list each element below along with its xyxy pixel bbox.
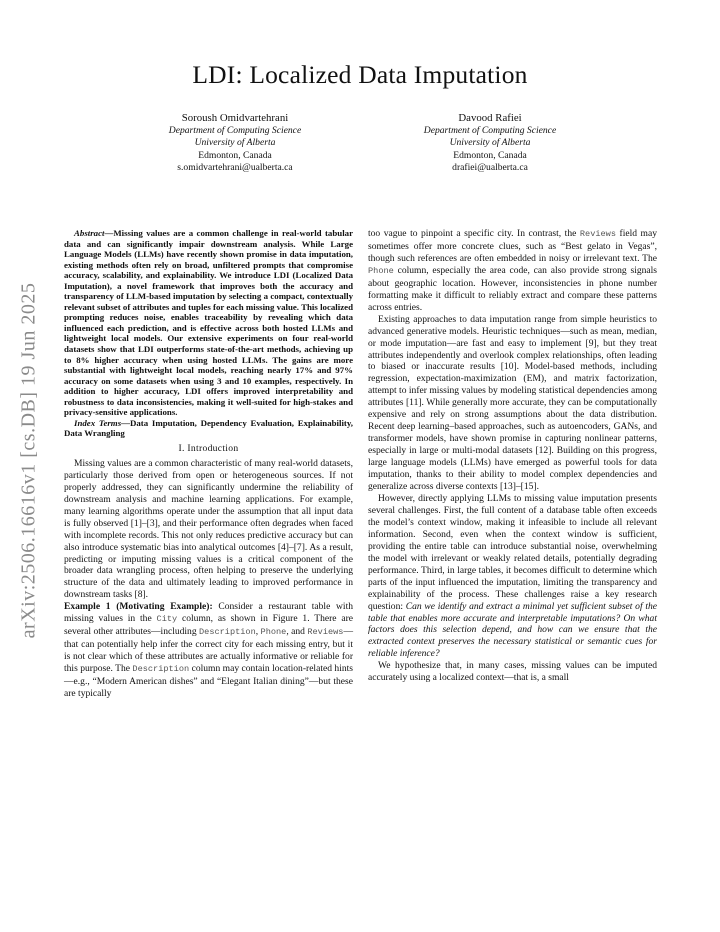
intro-paragraph-4: We hypothesize that, in many cases, missing values can be imputed accurately using a localized context—that is, a small — [368, 660, 657, 684]
author-city: Edmonton, Canada — [198, 149, 272, 161]
intro-paragraph-2: Existing approaches to data imputation range from simple heuristics to advanced generative models. Heuristic techniques—such as mean, median, or mode imputation—are fast and easy to implement [9], but they treat attributes independently and overlook complex relationships, often leading to biased or inaccurate results [10]. Model-based methods, including regression, expectation-maximization (EM), and matrix factorization, attempt to infer missing values by modeling statistical dependencies among attributes [11]. While generally more accurate, they can be computationally expensive and rely on strong assumptions about the data distribution. Recent deep learning–based approaches, such as autoencoders, GANs, and transformer models, have shown promise in capturing nonlinear patterns, especially in large or multi-modal datasets [12]. Building on this progress, large language models (LLMs) have emerged as powerful tools for data imputation, thanks to their ability to model complex dependencies and generalize across diverse contexts [13]–[15]. — [368, 313, 657, 493]
abstract: Abstract—Missing values are a common challenge in real-world tabular data and can significantly impair downstream analysis. While Large Language Models (LLMs) have recently shown promise in data imputation, existing methods often rely on broad, unfiltered prompts that compromise accuracy, scalability, and explainability. We introduce LDI (Localized Data Imputation), a novel framework that improves both the accuracy and transparency of LLM-based imputation by selecting a compact, contextually relevant subset of attributes and tuples for each missing value. This localized prompting reduces noise, enables traceability by revealing which data influenced each prediction, and is effective across both hosted LLMs and lightweight local models. Our extensive experiments on four real-world datasets show that LDI outperforms state-of-the-art methods, achieving up to 8% higher accuracy when using hosted LLMs. The gains are more substantial with lightweight local models, reaching nearly 17% and 97% accuracy on some datasets when using 3 and 10 examples, respectively. In addition to higher accuracy, LDI offers improved interpretability and robustness to data inconsistencies, making it well-suited for high-stakes and privacy-sensitive applications. — [64, 228, 353, 418]
example-paragraph: Example 1 (Motivating Example): Consider a restaurant table with missing values in the City column, as shown in Figure 1. There are several other attributes—including Description, Phone, and Reviews—that can potentially help infer the correct city for each missing entry, but it is not clear which of these attributes are actually informative or reliable for this purpose. The Description column may contain location-related hints—e.g., “Modern American dishes” and “Elegant Italian dining”—but these are typically — [64, 601, 353, 699]
right-column — [368, 228, 657, 684]
author-block-2 — [360, 112, 620, 174]
intro-paragraph-3: However, directly applying LLMs to missing value imputation presents several challenges. First, the full content of a database table often exceeds the model’s context window, making it infeasible to include all relevant information. Second, even when the context window is sufficient, providing the entire table can introduce substantial noise, overwhelming the model with irrelevant or weakly related details, potentially degrading performance. Third, in large tables, it becomes difficult to determine which parts of the input influenced the imputation, limiting the transparency and explainability of the process. These challenges raise a key research question: Can we identify and extract a minimal yet sufficient subset of the table that enables more accurate and interpretable imputations? On what factors does this selection depend, and how can we ensure that the extracted context preserves the necessary statistical or semantic cues for reliable inference? — [368, 492, 657, 660]
author-city: Edmonton, Canada — [453, 149, 527, 161]
author-email: drafiei@ualberta.ca — [452, 161, 528, 173]
example-continuation: too vague to pinpoint a specific city. In contrast, the Reviews field may sometimes offer more concrete clues, such as “Best gelato in Vegas”, though such references are often embedded in noisy or irrelevant text. The Phone column, especially the area code, can also provide strong signals about geographic location. However, inconsistencies in phone number formatting make it difficult to reliably extract and compare these patterns across entries. — [368, 228, 657, 313]
arxiv-identifier: arXiv:2506.16616v1 [cs.DB] 19 Jun 2025 — [17, 282, 40, 638]
paper-title: LDI: Localized Data Imputation — [192, 60, 528, 89]
author-department: Department of Computing Science — [168, 125, 302, 137]
intro-paragraph-1: Missing values are a common characteristic of many real-world datasets, particularly those derived from open or heterogeneous sources. If not properly addressed, they can significantly undermine the reliability of downstream analysis and machine learning applications. For example, many learning algorithms operate under the assumption that all input data is fully observed [1]–[3], and their performance often degrades when faced with incomplete records. This not only reduces predictive accuracy but can also introduce systematic bias into analytical outcomes [4]–[7]. As a result, predicting or imputing missing values is a critical component of the broader data wrangling process, often helping to preserve the underlying structure of the data and ultimately leading to improved performance in downstream tasks [8]. — [64, 457, 353, 601]
section-heading-introduction: I. Introduction — [178, 442, 239, 454]
author-block-1 — [105, 112, 365, 174]
author-name: Davood Rafiei — [458, 112, 522, 124]
author-name: Soroush Omidvartehrani — [181, 112, 289, 124]
author-department: Department of Computing Science — [423, 125, 557, 137]
index-terms: Index Terms—Data Imputation, Dependency Evaluation, Explainability, Data Wrangling — [64, 417, 353, 439]
left-column — [64, 228, 353, 700]
author-email: s.omidvartehrani@ualberta.ca — [177, 161, 293, 173]
author-university: University of Alberta — [194, 137, 276, 149]
author-university: University of Alberta — [449, 137, 531, 149]
